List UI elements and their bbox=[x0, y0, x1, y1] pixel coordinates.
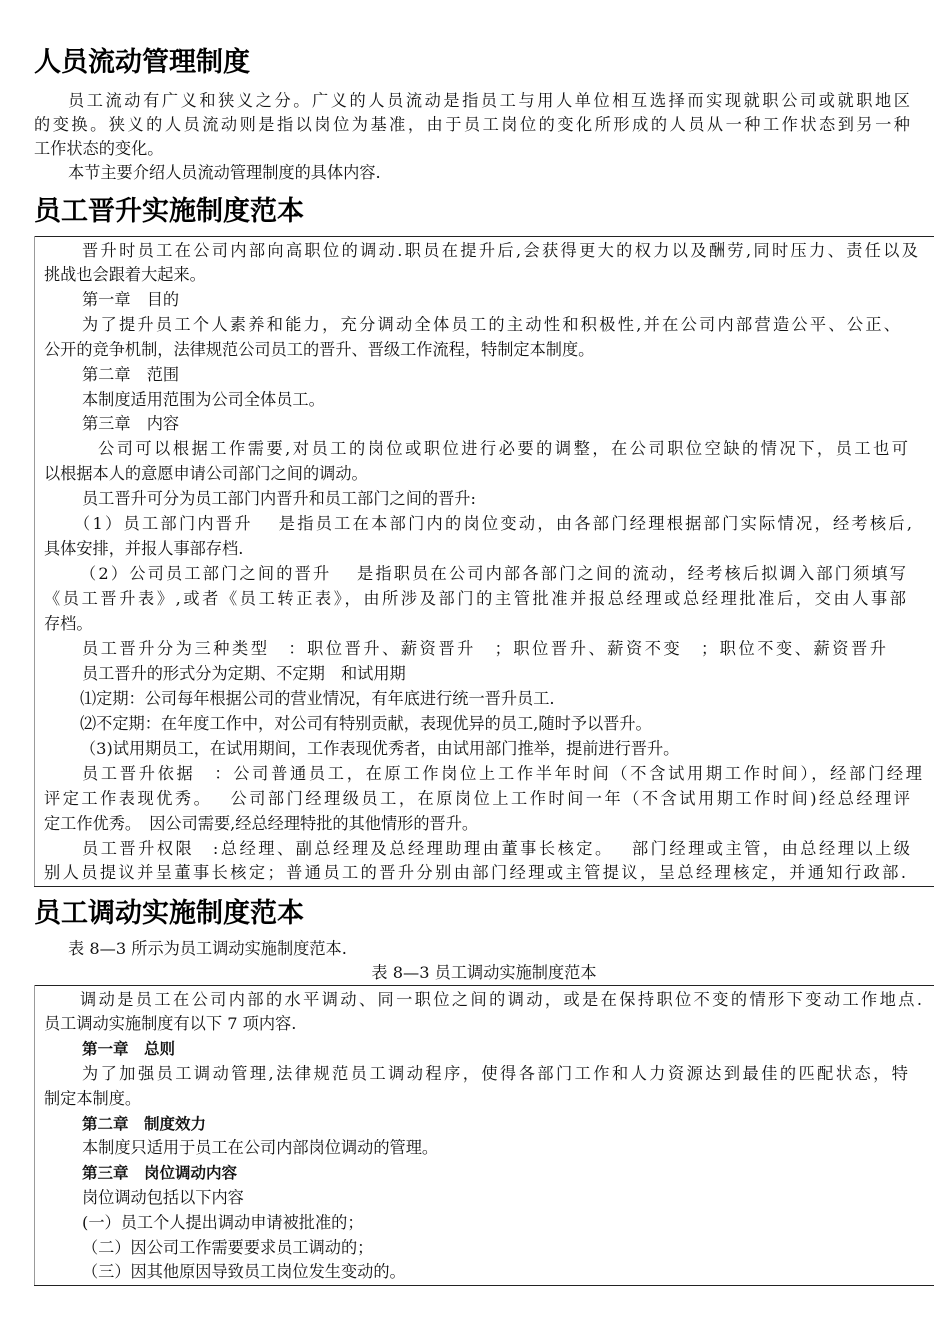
paragraph-line: 本节主要介绍人员流动管理制度的具体内容. bbox=[68, 163, 381, 182]
paragraph-line: （2）公司员工部门之间的晋升 是指职员在公司内部各部门之间的流动，经考核后拟调入部门须填写 bbox=[80, 564, 906, 583]
section-title-transfer: 员工调动实施制度范本 bbox=[34, 898, 304, 929]
paragraph-line: 调动是员工在公司内部的水平调动、同一职位之间的调动，或是在保持职位不变的情形下变动工作地点. bbox=[80, 990, 922, 1009]
paragraph-line: 晋升时员工在公司内部向高职位的调动.职员在提升后,会获得更大的权力以及酬劳,同时压力、责任以及 bbox=[82, 241, 918, 260]
paragraph-line: 以根据本人的意愿申请公司部门之间的调动。 bbox=[44, 464, 368, 483]
paragraph-line: 本制度适用范围为公司全体员工。 bbox=[82, 390, 325, 409]
paragraph-line: 员工晋升的形式分为定期、不定期 和试用期 bbox=[82, 664, 406, 683]
chapter-heading: 第二章 制度效力 bbox=[82, 1115, 207, 1133]
paragraph-line: 为了加强员工调动管理,法律规范员工调动程序，使得各部门工作和人力资源达到最佳的匹配状态，特 bbox=[82, 1064, 908, 1083]
chapter-heading: 第三章 内容 bbox=[82, 414, 180, 433]
chapter-heading: 第二章 范围 bbox=[82, 365, 180, 384]
chapter-heading: 第一章 总则 bbox=[82, 1040, 176, 1058]
list-item: (一）员工个人提出调动申请被批准的； bbox=[82, 1213, 364, 1232]
paragraph-line: ⑵不定期：在年度工作中，对公司有特别贡献，表现优异的员工,随时予以晋升。 bbox=[80, 714, 652, 733]
paragraph-line: （3)试用期员工，在试用期间，工作表现优秀者，由试用部门推举，提前进行晋升。 bbox=[80, 739, 680, 758]
paragraph-line: 岗位调动包括以下内容 bbox=[82, 1188, 244, 1207]
table-bottom-border bbox=[34, 1285, 934, 1286]
paragraph-line: 本制度只适用于员工在公司内部岗位调动的管理。 bbox=[82, 1138, 439, 1157]
section-title-promotion: 员工晋升实施制度范本 bbox=[34, 196, 304, 227]
paragraph-line: 员工调动实施制度有以下 7 项内容. bbox=[44, 1014, 297, 1033]
table-left-border bbox=[34, 236, 35, 886]
chapter-heading: 第一章 目的 bbox=[82, 290, 180, 309]
paragraph-line: 制定本制度。 bbox=[44, 1089, 142, 1108]
paragraph-line: （1）员工部门内晋升 是指员工在本部门内的岗位变动，由各部门经理根据部门实际情况，经考核后, bbox=[74, 514, 912, 533]
paragraph-line: 公司可以根据工作需要,对员工的岗位或职位进行必要的调整，在公司职位空缺的情况下，员工也可 bbox=[98, 439, 908, 458]
table-caption: 表 8—3 员工调动实施制度范本 bbox=[371, 963, 597, 982]
table-bottom-border bbox=[34, 886, 934, 887]
paragraph-line: 别人员提议并呈董事长核定；普通员工的晋升分别由部门经理或主管提议，呈总经理核定，并通知行政部. bbox=[44, 863, 906, 882]
paragraph-line: 员工晋升权限 :总经理、副总经理及总经理助理由董事长核定。 部门经理或主管，由总经理以上级 bbox=[82, 839, 910, 858]
paragraph-line: 具体安排，并报人事部存档. bbox=[44, 539, 244, 558]
table-top-border bbox=[34, 985, 934, 986]
table-left-border bbox=[34, 985, 35, 1285]
paragraph-line: 评定工作表现优秀。 公司部门经理级员工，在原岗位上工作时间一年（不含试用期工作时间)经总经理评 bbox=[44, 789, 910, 808]
paragraph-line: 工作状态的变化。 bbox=[34, 139, 164, 158]
paragraph-line: 的变换。狭义的人员流动则是指以岗位为基准，由于员工岗位的变化所形成的人员从一种工作状态到另一种 bbox=[34, 115, 910, 134]
section-title-personnel-flow: 人员流动管理制度 bbox=[34, 47, 250, 78]
paragraph-line: ⑴定期：公司每年根据公司的营业情况，有年底进行统一晋升员工. bbox=[80, 689, 555, 708]
paragraph-line: 挑战也会跟着大起来。 bbox=[44, 265, 206, 284]
paragraph-line: 员工流动有广义和狭义之分。广义的人员流动是指员工与用人单位相互选择而实现就职公司或就职地区 bbox=[68, 91, 910, 110]
table-top-border bbox=[34, 236, 934, 237]
paragraph-line: 《员工晋升表》,或者《员工转正表》，由所涉及部门的主管批准并报总经理或总经理批准后，交由人事部 bbox=[44, 589, 906, 608]
paragraph-line: 定工作优秀。 因公司需要,经总经理特批的其他情形的晋升。 bbox=[44, 814, 479, 833]
paragraph-line: 员工晋升依据 ：公司普通员工，在原工作岗位上工作半年时间（不含试用期工作时间），经部门经理 bbox=[82, 764, 922, 783]
chapter-heading: 第三章 岗位调动内容 bbox=[82, 1164, 238, 1182]
paragraph-line: 为了提升员工个人素养和能力，充分调动全体员工的主动性和积极性,并在公司内部营造公平、公正、 bbox=[82, 315, 900, 334]
paragraph-line: 员工晋升分为三种类型 ：职位晋升、薪资晋升 ；职位晋升、薪资不变 ；职位不变、薪资晋升 bbox=[82, 639, 886, 658]
table-intro: 表 8—3 所示为员工调动实施制度范本. bbox=[68, 939, 347, 958]
paragraph-line: 存档。 bbox=[44, 614, 93, 633]
paragraph-line: 公开的竞争机制，法律规范公司员工的晋升、晋级工作流程，特制定本制度。 bbox=[44, 340, 595, 359]
list-item: （二）因公司工作需要要求员工调动的； bbox=[82, 1238, 374, 1257]
list-item: （三）因其他原因导致员工岗位发生变动的。 bbox=[82, 1262, 406, 1281]
paragraph-line: 员工晋升可分为员工部门内晋升和员工部门之间的晋升: bbox=[82, 489, 476, 508]
